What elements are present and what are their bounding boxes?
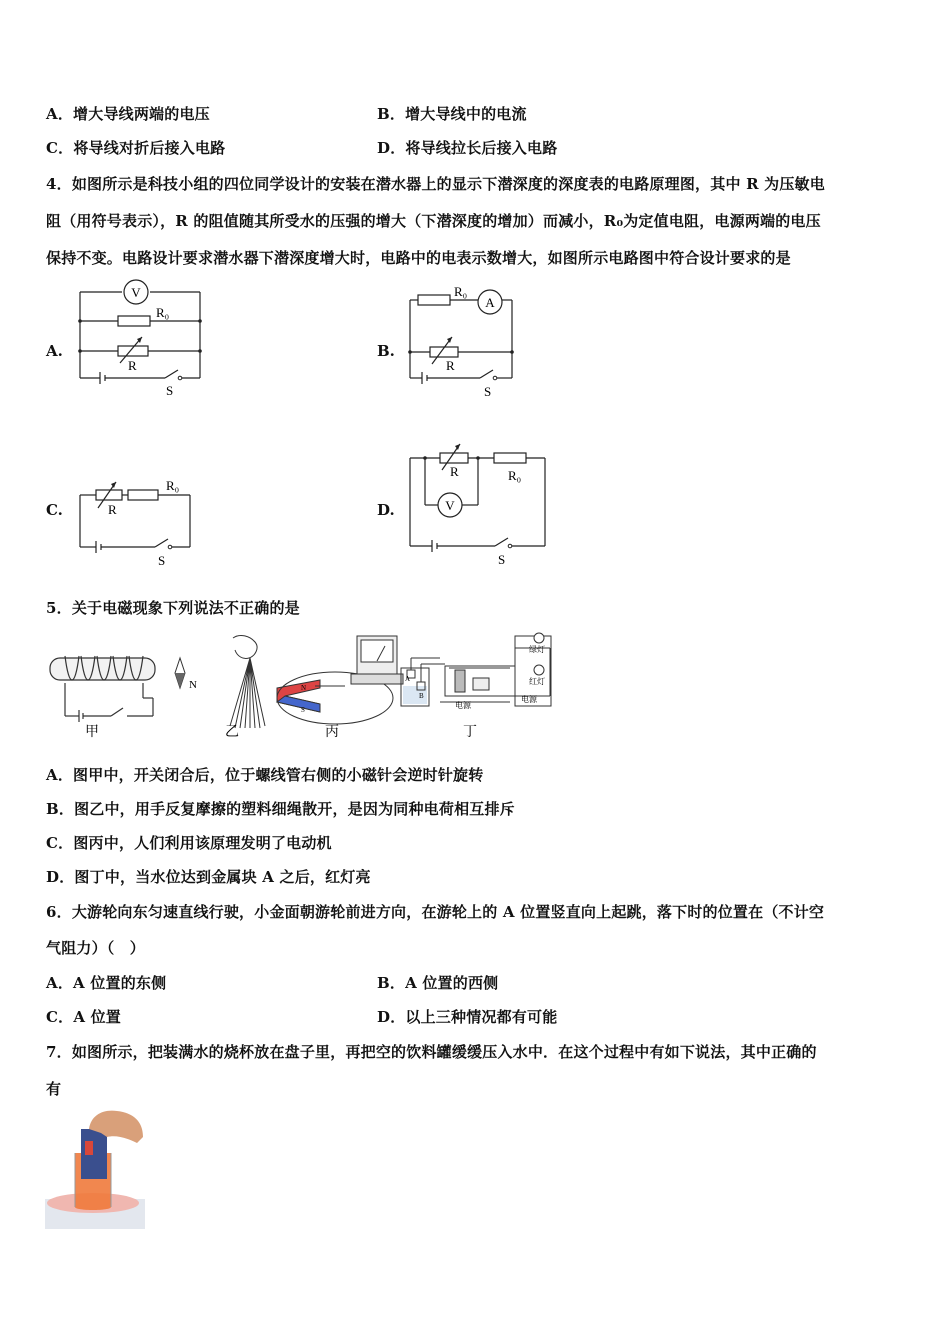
solenoid-figure [50,656,155,722]
ammeter-symbol: A [485,295,495,310]
circuit-a-diagram [70,275,215,400]
magnet-s-label: S [301,706,305,714]
q6-option-c: C．A 位置 [46,1008,121,1026]
r-label: R [450,464,459,479]
r-label: R [128,358,137,373]
r0-label: R₀ [508,468,522,483]
switch-label: S [498,552,506,567]
circuit-b-diagram [400,280,525,400]
q3-option-b: B．增大导线中的电流 [377,105,527,123]
plastic-string-figure [230,635,265,728]
q5-option-b: B．图乙中，用手反复摩擦的塑料细绳散开，是因为同种电荷相互排斥 [46,800,515,818]
q5-option-d: D．图丁中，当水位达到金属块 A 之后，红灯亮 [46,868,371,886]
voltmeter-symbol: V [131,285,141,300]
q3-option-c: C．将导线对折后接入电路 [46,139,226,157]
q3-option-a: A．增大导线两端的电压 [46,105,210,123]
voltmeter-symbol: V [445,498,455,513]
power-label-2: 电源 [521,695,537,704]
figure-bing-caption: 丙 [325,725,339,740]
q5-option-a: A．图甲中，开关闭合后，位于螺线管右侧的小磁针会逆时针旋转 [46,766,484,784]
power-label-1: 电源 [455,701,471,710]
q5-figures [45,628,565,743]
r0-label: R₀ [166,478,180,493]
switch-label: S [484,384,492,399]
magnet-n-label: N [301,684,307,692]
red-lamp [534,665,544,675]
q5-option-c: C．图丙中，人们利用该原理发明了电动机 [46,834,332,852]
q6-option-d: D．以上三种情况都有可能 [377,1008,558,1026]
green-lamp [534,633,544,643]
electrode-a-label: A [405,675,411,683]
r-label: R [108,502,117,517]
q6-stem-line1: 6．大游轮向东匀速直线行驶，小金面朝游轮前进方向，在游轮上的 A 位置竖直向上起跳，落下时的位置在（不计空 [46,903,825,921]
switch-label: S [166,383,174,398]
q6-stem-line2: 气阻力）（ ） [46,939,145,957]
circuit-c-label: C. [46,501,63,519]
circuit-c-diagram [70,470,200,570]
electrode-b-label: B [419,692,424,700]
r0-label: R₀ [454,284,468,299]
q6-option-b: B．A 位置的西侧 [377,974,499,992]
circuit-d-label: D. [377,501,395,519]
figure-yi-caption: 乙 [225,725,239,740]
figure-ding-caption: 丁 [463,725,477,740]
green-lamp-label: 绿灯 [529,645,545,654]
q6-option-a: A．A 位置的东侧 [46,974,167,992]
switch-label: S [158,553,166,568]
q7-stem-line2: 有 [46,1080,62,1098]
q4-stem-line3: 保持不变。电路设计要求潜水器下潜深度增大时，电路中的电表示数增大，如图所示电路图中符合设计要求的是 [46,249,791,267]
circuit-a-label: A. [46,342,63,360]
q4-stem-line1: 4．如图所示是科技小组的四位同学设计的安装在潜水器上的显示下潜深度的深度表的电路原理图，其中 R 为压敏电 [46,175,825,193]
needle-n-label: N [189,679,197,691]
beaker-can-photo [45,1107,145,1229]
q7-stem-line1: 7．如图所示，把装满水的烧杯放在盘子里，再把空的饮料罐缓缓压入水中．在这个过程中有如下说法，其中正确的 [46,1043,817,1061]
circuit-b-label: B. [377,342,395,360]
figure-jia-caption: 甲 [85,725,99,740]
circuit-d-diagram [400,440,555,570]
q5-stem: 5．关于电磁现象下列说法不正确的是 [46,599,300,617]
r-label: R [446,358,455,373]
q3-option-d: D．将导线拉长后接入电路 [377,139,558,157]
compass-needle [175,658,185,688]
r0-label: R₀ [156,305,170,320]
generator-figure [277,636,403,724]
red-lamp-label: 红灯 [529,677,545,686]
q4-stem-line2: 阻（用符号表示），R 的阻值随其所受水的压强的增大（下潜深度的增加）而减小，R₀为定值电阻，电源两端的电压 [46,212,821,230]
